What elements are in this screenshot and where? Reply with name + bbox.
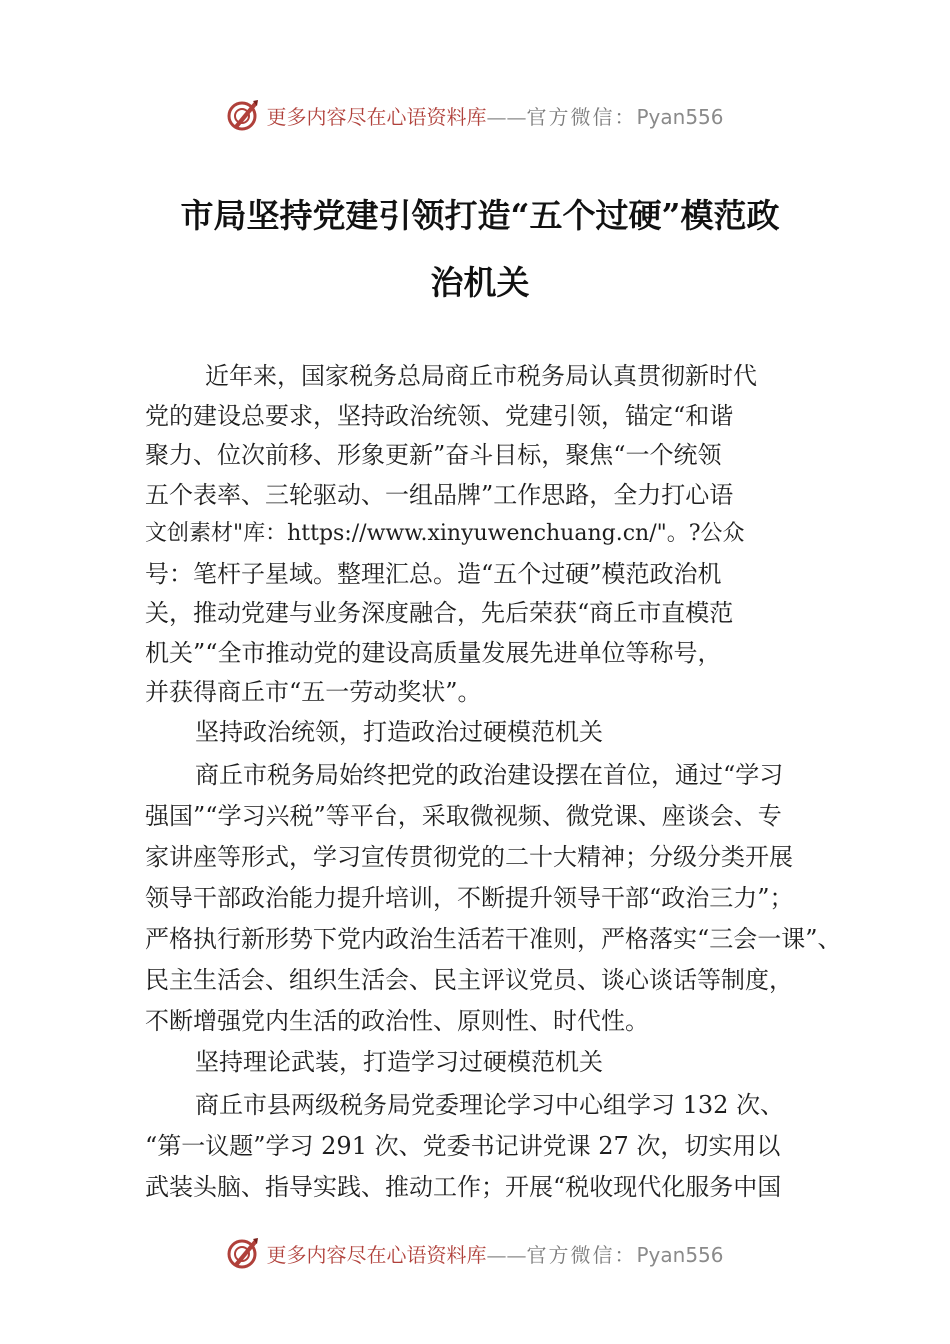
body-line: “第一议题”学习 291 次、党委书记讲党课 27 次，切实用以 <box>145 1132 781 1160</box>
section-heading: 坚持理论武装，打造学习过硬模范机关 <box>195 1048 603 1076</box>
body-line: 聚力、位次前移、形象更新”奋斗目标，聚焦“一个统领 <box>145 441 722 469</box>
section-heading: 坚持政治统领，打造政治过硬模范机关 <box>195 718 603 746</box>
banner-dash: —— <box>486 1242 527 1267</box>
body-line: 武装头脑、指导实践、推动工作；开展“税收现代化服务中国 <box>145 1173 782 1201</box>
banner-text <box>266 101 723 130</box>
body-line: 严格执行新形势下党内政治生活若干准则，严格落实“三会一课”、 <box>145 925 842 953</box>
body-line: 强国”“学习兴税”等平台，采取微视频、微党课、座谈会、专 <box>145 802 782 830</box>
banner-handle: Pyan556 <box>636 104 724 129</box>
body-line: 党的建设总要求，坚持政治统领、党建引领，锚定“和谐 <box>145 402 734 430</box>
banner-label: 官方微信： <box>526 1242 637 1267</box>
body-line: 商丘市税务局始终把党的政治建设摆在首位，通过“学习 <box>195 761 784 789</box>
banner-brand: 更多内容尽在心语资料库 <box>266 1242 487 1267</box>
pen-logo-icon <box>226 98 260 132</box>
body-line: 关，推动党建与业务深度融合，先后荣获“商丘市直模范 <box>145 599 734 627</box>
body-line: 民主生活会、组织生活会、民主评议党员、谈心谈话等制度， <box>145 966 793 994</box>
pen-logo-icon <box>226 1236 260 1270</box>
footer-banner <box>0 1233 950 1273</box>
banner-label: 官方微信： <box>526 104 637 129</box>
body-line: 五个表率、三轮驱动、一组品牌”工作思路，全力打心语 <box>145 481 734 509</box>
body-line: 并获得商丘市“五一劳动奖状”。 <box>145 678 482 706</box>
body-line: 家讲座等形式，学习宣传贯彻党的二十大精神；分级分类开展 <box>145 843 793 871</box>
banner-dash: —— <box>486 104 527 129</box>
banner-handle: Pyan556 <box>636 1242 724 1267</box>
body-line: 号：笔杆子星域。整理汇总。造“五个过硬”模范政治机 <box>145 560 722 588</box>
body-line: 商丘市县两级税务局党委理论学习中心组学习 132 次、 <box>195 1091 785 1119</box>
doc-title-line-1: 市局坚持党建引领打造“五个过硬”模范政 <box>180 196 780 235</box>
body-line: 近年来，国家税务总局商丘市税务局认真贯彻新时代 <box>205 362 757 390</box>
body-line: 文创素材"库：https://www.xinyuwenchuang.cn/"。?公众 <box>145 521 745 546</box>
body-line: 领导干部政治能力提升培训，不断提升领导干部“政治三力”； <box>145 884 794 912</box>
banner-brand: 更多内容尽在心语资料库 <box>266 104 487 129</box>
body-line: 不断增强党内生活的政治性、原则性、时代性。 <box>145 1007 649 1035</box>
body-line: 机关”“全市推动党的建设高质量发展先进单位等称号， <box>145 639 722 667</box>
banner-text <box>266 1239 723 1268</box>
header-banner <box>0 95 950 135</box>
doc-title-line-2: 治机关 <box>430 263 530 302</box>
